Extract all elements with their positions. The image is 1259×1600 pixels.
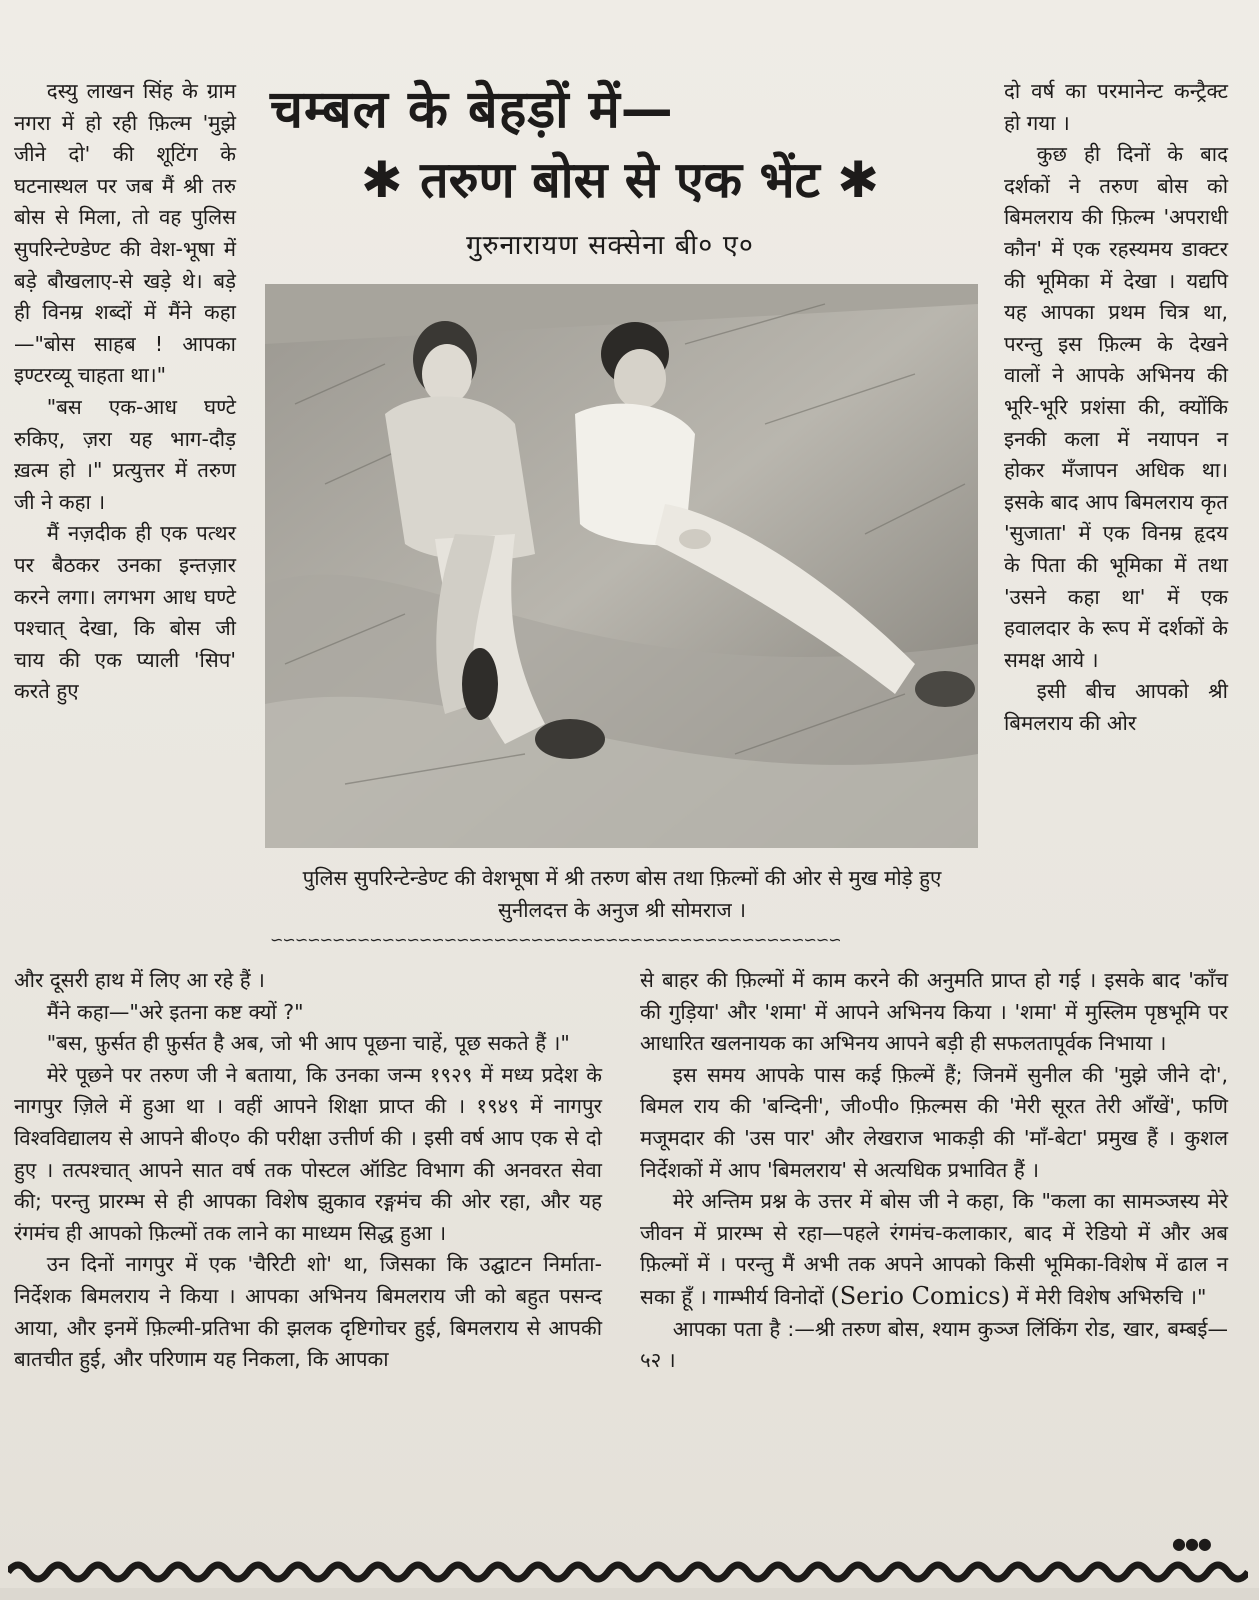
article-photo [265, 284, 978, 848]
bottom-right-paragraph-1: से बाहर की फ़िल्मों में काम करने की अनुमति प्राप्त हो गई । इसके बाद 'काँच की गुड़िया' और 'शमा' में आपने अभिनय किया । 'शमा' में मुस्लिम पृष्ठभूमि पर आधारित खलनायक का अभिनय आपने बड़ी ही सफलतापूर्वक निभाया । [640, 968, 1228, 1056]
bottom-left-paragraph-5: उन दिनों नागपुर में एक 'चैरिटी शो' था, जिसका कि उद्घाटन निर्माता-निर्देशक बिमलराय ने किया । आपका अभिनय बिमलराय जी को बहुत पसन्द आया, और इनमें फ़िल्मी-प्रतिभा की झलक दृष्टिगोचर हुई, बिमलराय से आपकी बातचीत हुई, और परिणाम यह निकला, कि आपका [14, 1252, 602, 1372]
page-bottom-edge [0, 1588, 1259, 1600]
author-byline: गुरुनारायण सक्सेना बी० ए० [466, 230, 754, 261]
serio-comics-text: (Serio Comics) [830, 1281, 1010, 1310]
headline-line-2: ✱ तरुण बोस से एक भेंट ✱ [360, 151, 880, 209]
bottom-left-paragraph-4: मेरे पूछने पर तरुण जी ने बताया, कि उनका जन्म १९२९ में मध्य प्रदेश के नागपुर ज़िले में हुआ था । वहीं आपने शिक्षा प्राप्त की । १९४९ में नागपुर विश्वविद्यालय से आपने बी०ए० की परीक्षा उत्तीर्ण की । इसी वर्ष आप एक से दो हुए । तत्पश्चात् आपने सात वर्ष तक पोस्टल ऑडिट विभाग की अनवरत सेवा की; परन्तु प्रारम्भ से ही आपका विशेष झुकाव रङ्गमंच की ओर रहा, और यह रंगमंच ही आपको फ़िल्मों तक लाने का माध्यम सिद्ध हुआ । [14, 1062, 602, 1245]
bottom-left-column [14, 965, 602, 1376]
left-column [14, 76, 236, 708]
end-mark: ●●● [1172, 1534, 1211, 1553]
quote-text: मेरे अन्तिम प्रश्न के उत्तर में बोस जी ने कहा, कि "कला का सामञ्जस्य मेरे जीवन में प्रारम्भ से रहा—पहले रंगमंच-कलाकार, बाद में रेडियो में और अब फ़िल्मों में । परन्तु मैं अभी तक अपने आपको किसी भूमिका-विशेष में ढाल न सका हूँ । गाम्भीर्य विनोदों [640, 1189, 1228, 1309]
right-paragraph-3: इसी बीच आपको श्री बिमलराय की ओर [1004, 679, 1228, 735]
address-paragraph: आपका पता है :—श्री तरुण बोस, श्याम कुञ्ज लिंकिंग रोड, खार, बम्बई—५२ । [640, 1316, 1228, 1373]
bottom-left-paragraph-3: "बस, फ़ुर्सत ही फ़ुर्सत है अब, जो भी आप पूछना चाहें, पूछ सकते हैं ।" [46, 1031, 570, 1056]
bottom-right-paragraph-3 [640, 1186, 1228, 1313]
left-paragraph-3: मैं नज़दीक ही एक पत्थर पर बैठकर उनका इन्तज़ार करने लगा। लगभग आध घण्टे पश्चात् देखा, कि बोस जी चाय की एक प्याली 'सिप' करते हुए [14, 521, 236, 704]
bottom-right-paragraph-2: इस समय आपके पास कई फ़िल्में हैं; जिनमें सुनील की 'मुझे जीने दो', बिमल राय की 'बन्दिनी', जी०पी० फ़िल्मस की 'मेरी सूरत तेरी आँखें', फणि मजूमदार की 'उस पार' और लेखराज भाकड़ी की 'माँ-बेटा' प्रमुख हैं । कुशल निर्देशकों में आप 'बिमलराय' से अत्यधिक प्रभावित हैं । [640, 1062, 1228, 1182]
headline-line-1: चम्बल के बेहड़ों में— [270, 80, 674, 140]
left-paragraph-1: दस्यु लाखन सिंह के ग्राम नगरा में हो रही फ़िल्म 'मुझे जीने दो' की शूटिंग के घटनास्थल पर जब मैं श्री तरु बोस से मिला, तो वह पुलिस सुपरिन्टेण्डेण्ट की वेश-भूषा में बड़े बौखलाए-से खड़े थे। बड़े ही विनम्र शब्दों में मैंने कहा—"बोस साहब ! आपका इण्टरव्यू चाहता था।" [14, 79, 236, 388]
photo-caption: पुलिस सुपरिन्टेन्डेण्ट की वेशभूषा में श्री तरुण बोस तथा फ़िल्मों की ओर से मुख मोड़े हुए सुनीलदत्त के अनुज श्री सोमराज । [302, 866, 942, 922]
quote-end: में मेरी विशेष अभिरुचि ।" [1016, 1284, 1207, 1309]
bottom-left-paragraph-2: मैंने कहा—"अरे इतना कष्ट क्यों ?" [46, 999, 304, 1024]
bottom-left-paragraph-1: और दूसरी हाथ में लिए आ रहे हैं । [14, 968, 265, 992]
ornamental-border: ∽∽∽∽∽∽∽∽∽∽∽∽∽∽∽∽∽∽∽∽∽∽∽∽∽∽∽∽∽∽∽∽∽∽∽∽∽∽∽∽∽∽∽∽∽∽ [270, 930, 841, 949]
right-column [1004, 76, 1228, 739]
footer-wave-border [8, 1554, 1248, 1584]
bottom-right-column [640, 965, 1228, 1377]
left-paragraph-2: "बस एक-आध घण्टे रुकिए, ज़रा यह भाग-दौड़ ख़त्म हो ।" प्रत्युत्तर में तरुण जी ने कहा । [14, 394, 236, 514]
right-paragraph-2: कुछ ही दिनों के बाद दर्शकों ने तरुण बोस को बिमलराय की फ़िल्म 'अपराधी कौन' में एक रहस्यमय डाक्टर की भूमिका में देखा । यद्यपि यह आपका प्रथम चित्र था, परन्तु इस फ़िल्म के देखने वालों ने आपके अभिनय की भूरि-भूरि प्रशंसा की, क्योंकि इनकी कला में नयापन न होकर मँजापन अधिक था। इसके बाद आप बिमलराय कृत 'सुजाता' में एक विनम्र हृदय के पिता की भूमिका में तथा 'उसने कहा था' में एक हवालदार के रूप में दर्शकों के समक्ष आये । [1004, 142, 1228, 672]
right-paragraph-1: दो वर्ष का परमानेन्ट कन्ट्रैक्ट हो गया । [1004, 79, 1228, 135]
